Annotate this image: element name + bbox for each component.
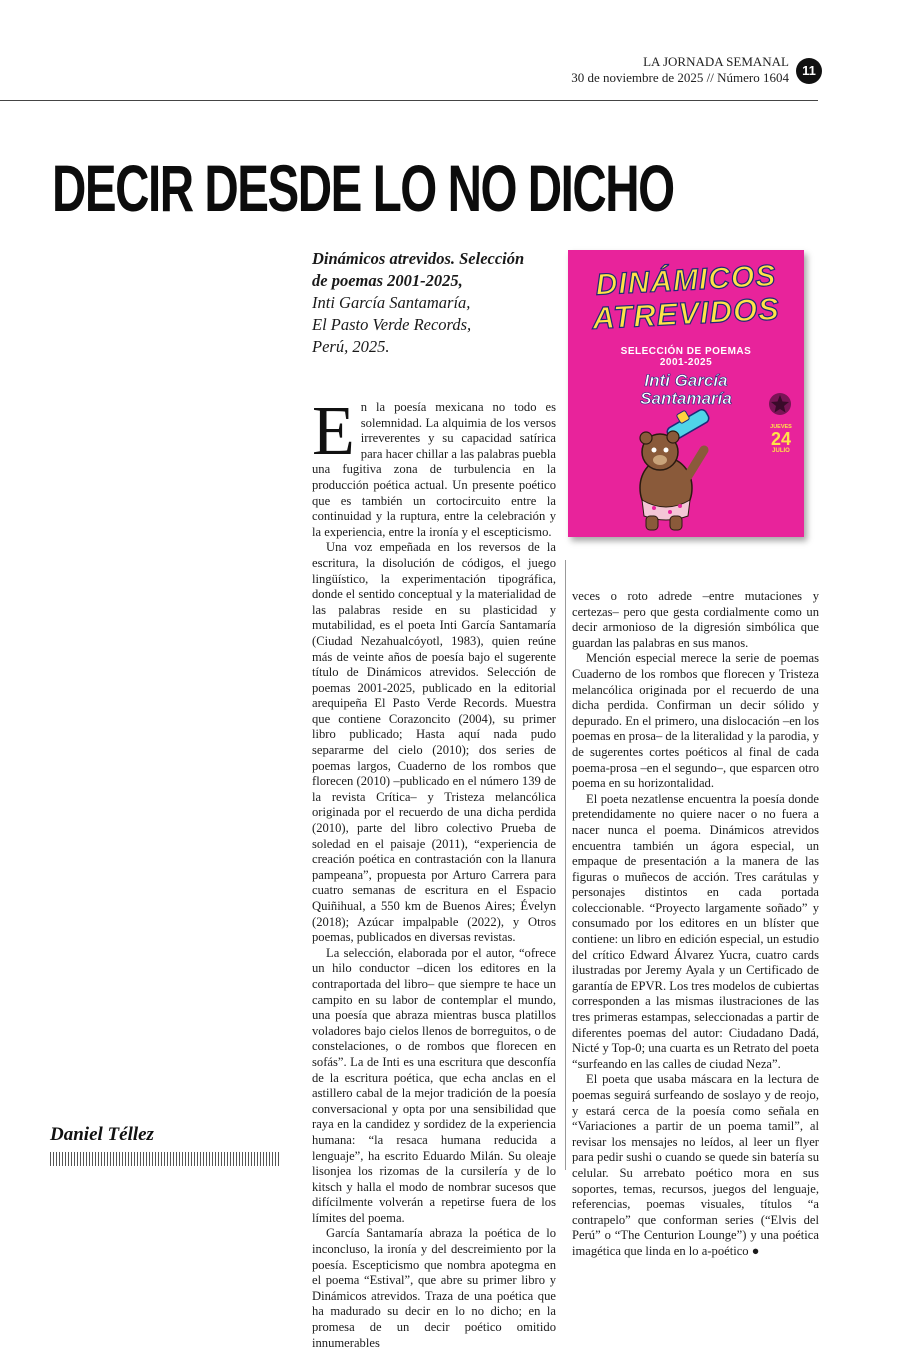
bear-mascot-illustration — [608, 410, 728, 532]
book-author: Inti García Santamaría, — [312, 293, 471, 312]
cover-author-line1: Inti García — [644, 371, 728, 390]
cover-title-line1: DINÁMICOS — [594, 259, 778, 302]
issue-date: 30 de noviembre de 2025 // Número 1604 — [571, 70, 789, 85]
cover-event-month: JULIO — [772, 448, 790, 454]
article-column-2 — [572, 589, 819, 1258]
paragraph: Una voz empeñada en los reversos de la escritura, la disolución de códigos, el juego lingüístico, la experimentación tipográfica, donde el sentido conceptual y la materialidad de las palabras reside en su plasticidad y mutabilidad, es el poeta Inti García Santamaría (Ciudad Nezahualcóyotl, 1983), quien reúne más de veinte años de poesía bajo el sugerente título de Dinámicos atrevidos. Selección de poemas 2001-2025, publicado en la editorial arequipeña El Pasto Verde Records. Muestra que contiene Corazoncito (2004), su primer libro publicado; Hasta aquí nada pudo separarme del cielo (2010); dos series de poemas largos, Cuaderno de los rombos que florecen (2010) –publicado en el número 139 de la revista Crítica– y Tristeza melancólica originada por el recuerdo de una dicha perdida (2010), parte del libro colectivo Prueba de soledad en el paisaje (2011), “experiencia de creación poética en contrastación con la llanura pampeana”, propuesta por Arturo Carrera para cuatro semanas de escritura en el Espacio Quiñihual, a 550 km de Buenos Aires; Évelyn (2018); Azúcar impalpable (2022), y Otros poemas, publicados en diversas revistas. — [312, 540, 556, 945]
cover-event-number: 24 — [770, 429, 792, 449]
article-column-1 — [312, 393, 556, 1350]
paragraph: n la poesía mexicana no todo es solemnidad. La alquimia de los versos irreverentes y su capacidad satírica para hacer chillar a las palabras puebla una fugitiva zona de turbulencia en la producción poética actual. Un presente poético que es también un cortocircuito entre la continuidad y la ruptura, entre la celebración y la experiencia, entre la ironía y el escepticismo. — [312, 400, 556, 539]
page-header — [571, 54, 789, 86]
barcode-decoration — [50, 1152, 280, 1166]
cover-title-line2: ATREVIDOS — [591, 291, 781, 336]
book-info — [312, 248, 552, 358]
book-publisher: El Pasto Verde Records, — [312, 315, 472, 334]
cover-event-date — [764, 424, 798, 454]
cover-event-day: JUEVES — [770, 424, 792, 430]
paragraph: veces o roto adrede –entre mutaciones y certezas– pero que gesta cordialmente como un decir armonioso de la digresión simbólica que guardan las palabras en sus manos. — [572, 589, 819, 650]
article-title: DECIR DESDE LO NO DICHO — [52, 151, 674, 225]
cover-subtitle-line1: SELECCIÓN DE POEMAS — [620, 346, 752, 357]
page-number-badge: 11 — [796, 58, 822, 84]
column-divider — [565, 560, 566, 1170]
byline: Daniel Téllez — [50, 1124, 154, 1145]
drop-cap: E — [312, 393, 355, 470]
cover-subtitle-line2: 2001-2025 — [659, 357, 713, 368]
star-badge-icon — [768, 392, 792, 416]
book-title-line2: de poemas 2001-2025, — [312, 271, 463, 290]
paragraph: El poeta nezatlense encuentra la poesía donde pretendidamente no quiere nacer o no fuera a nacer nunca el poema. Dinámicos atrevidos encuentra también un ágora especial, un empaque de presentación a la manera de las figuras o muñecos de acción. Tres carátulas y personajes distintos en cada portada coleccionable. “Proyecto largamente soñado” y consumado por los editores en un blíster que contiene: un libro en edición especial, un estudio del crítico Edward Álvarez Yucra, cuatro cards ilustradas por Jeremy Ayala y un Certificado de garantía de EPVR. Los tres modelos de cubiertas corresponden a las mismas ilustraciones de las tres primeras estampas, seleccionadas a partir de diferentes poemas del autor: Ciudadano Dadá, Nicté y Top-0; una cuarta es un Retrato del poeta “surfeando en las calles de ciudad Neza”. — [572, 791, 819, 1071]
paragraph: El poeta que usaba máscara en la lectura de poemas seguirá surfeando de soslayo y de reojo, y estará cerca de la poesía como señala en “Variaciones a partir de un poema tamil”, al revisar los mensajes no leídos, al leer un flyer para pedir sushi o cuando se quede sin batería su celular. Su arrebato poético mora en sus soportes, temas, recursos, juegos del lenguaje, referencias, poemas visuales, títulos “a contrapelo” que conforman series (“Elvis del Perú” o “The Centurion Lounge”) y una poética imagética que linda en lo a-poético ● — [572, 1072, 819, 1258]
paragraph: García Santamaría abraza la poética de lo inconcluso, la ironía y del descreimiento por la poesía. Escepticismo que nombra apotegma en el poema “Estival”, que abre su primer libro y Dinámicos atrevidos. Traza de una poética que ha madurado su decir en lo no dicho; en la promesa de un decir poético omitido innumerables — [312, 1226, 556, 1350]
header-divider — [0, 100, 818, 101]
book-title-line1: Dinámicos atrevidos. Selección — [312, 249, 525, 268]
paragraph: Mención especial merece la serie de poemas Cuaderno de los rombos que florecen y Tristeza melancólica originada por el recuerdo de una dicha perdida. Confirman un decir sólido y depurado. En el primero, una dislocación –en los poemas en prosa– de la literalidad y la parodia, y de sugerentes cortes poéticos al final de cada poema-prosa –en el segundo–, que esparcen otro poema en su horizontalidad. — [572, 651, 819, 791]
book-cover-image — [568, 250, 804, 537]
book-place-year: Perú, 2025. — [312, 337, 390, 356]
cover-subtitle — [568, 346, 804, 368]
publication-name: LA JORNADA SEMANAL — [643, 54, 789, 69]
cover-author-line2: Santamaría — [640, 389, 732, 408]
paragraph: La selección, elaborada por el autor, “ofrece un hilo conductor –dicen los editores en la contraportada del libro– que siempre te hace un campito en su labor de contemplar el mundo, una poesía que abraza mientras busca platillos voladores bajo cielos llenos de borreguitos, o de constelaciones, o de rombos que florecen en sofás”. La de Inti es una escritura que desconfía de la escritura poética, que echa anclas en el astillero cabal de la mejor tradición de la poesía conversacional y opta por una sensibilidad que raya en la candidez y sordidez de la experiencia humana: “la resaca humana reducida a lenguaje”, ha escrito Eduardo Milán. Su oleaje lisonjea los rizomas de la cursilería y de lo kitsch y halla el modo de nombrar sucesos que difícilmente volverán a repetirse fuera de los límites del poema. — [312, 945, 556, 1225]
